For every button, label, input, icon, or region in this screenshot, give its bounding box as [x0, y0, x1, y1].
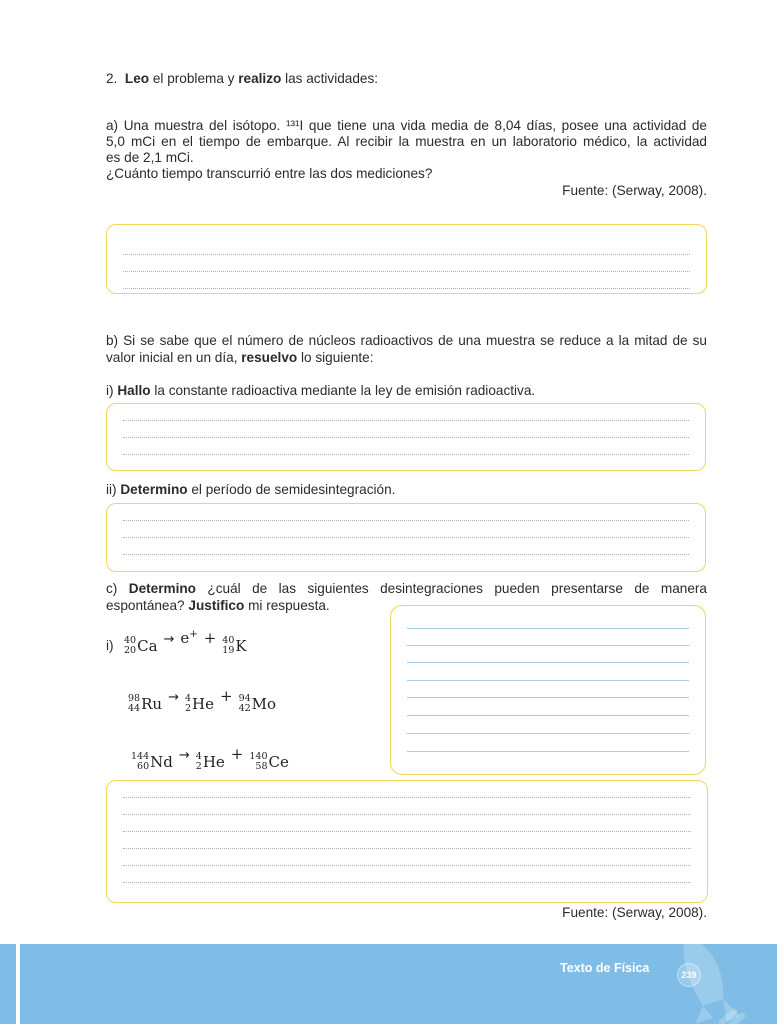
- nuclide-alpha: 4 2 He: [195, 751, 225, 772]
- part-a-line-3: es de 2,1 mCi.: [106, 150, 194, 165]
- writing-line: [123, 537, 689, 538]
- nuclide-product: 140 58 Ce: [249, 751, 289, 772]
- answer-box-c-right[interactable]: [390, 605, 706, 775]
- decay-equation-3: 144 60 Nd → 4 2 He + 140 58 Ce: [131, 745, 289, 772]
- arrow-icon: →: [178, 748, 190, 763]
- nuclide-parent: 144 60 Nd: [131, 751, 173, 772]
- part-b-i: i) Hallo la constante radioactiva mediante la ley de emisión radioactiva.: [106, 383, 536, 398]
- page-footer: [0, 944, 777, 1024]
- writing-line: [123, 797, 691, 798]
- decay-equation-1: 40 20 Ca → e+ + 40 19 K: [124, 629, 247, 656]
- nuclide-product: 94 42 Mo: [238, 693, 277, 714]
- writing-line: [407, 715, 689, 716]
- writing-line: [123, 814, 691, 815]
- writing-line: [123, 254, 690, 255]
- part-b-ii: ii) Determino el período de semidesintegración.: [106, 482, 396, 497]
- determino-keyword: Determino: [120, 482, 188, 497]
- hallo-keyword: Hallo: [117, 383, 151, 398]
- footer-book-title: Texto de Física: [560, 961, 650, 975]
- writing-line: [123, 288, 690, 289]
- answer-box-b-ii[interactable]: [106, 503, 706, 572]
- writing-line: [123, 454, 689, 455]
- writing-line: [123, 420, 689, 421]
- writing-line: [123, 882, 691, 883]
- writing-line: [407, 645, 689, 646]
- writing-line: [407, 751, 689, 752]
- footer-edge: [16, 944, 20, 1024]
- decay-equation-2: 98 44 Ru → 4 2 He + 94 42 Mo: [128, 687, 277, 714]
- writing-line: [123, 865, 691, 866]
- answer-box-c-bottom[interactable]: [106, 780, 708, 903]
- writing-line: [407, 680, 689, 681]
- part-a-line-1: a) Una muestra del isótopo. ¹³¹I que tiene una vida media de 8,04 días, posee una actividad de: [106, 118, 707, 133]
- writing-line: [123, 437, 689, 438]
- arrow-icon: →: [163, 632, 175, 647]
- writing-line: [407, 697, 689, 698]
- rocket-icon: [655, 944, 765, 1024]
- part-a-line-2: 5,0 mCi en el tiempo de embarque. Al recibir la muestra en un laboratorio médico, la actividad: [106, 134, 707, 149]
- positron: e+: [180, 629, 198, 647]
- writing-line: [123, 520, 689, 521]
- justifico-keyword: Justifico: [188, 598, 245, 613]
- part-a-question: ¿Cuánto tiempo transcurrió entre las dos mediciones?: [106, 166, 433, 181]
- nuclide-parent: 40 20 Ca: [124, 635, 158, 656]
- part-c-line-1: c) Determino ¿cuál de las siguientes desintegraciones pueden presentarse de manera: [106, 581, 707, 596]
- part-c-source: Fuente: (Serway, 2008).: [562, 905, 707, 920]
- question-number: 2.: [106, 71, 118, 86]
- nuclide-parent: 98 44 Ru: [128, 693, 163, 714]
- resuelvo-keyword: resuelvo: [241, 350, 298, 365]
- item-label-i: i): [106, 638, 114, 653]
- writing-line: [407, 662, 689, 663]
- writing-line: [123, 848, 691, 849]
- arrow-icon: →: [168, 690, 179, 705]
- answer-box-a[interactable]: [106, 224, 707, 294]
- part-a-source: Fuente: (Serway, 2008).: [562, 183, 707, 198]
- part-b-line-2: valor inicial en un día, resuelvo lo siguiente:: [106, 350, 374, 365]
- nuclide-product: 40 19 K: [222, 635, 247, 656]
- page-number: 239: [677, 963, 701, 987]
- writing-line: [123, 271, 690, 272]
- part-c-line-2: espontánea? Justifico mi respuesta.: [106, 598, 330, 613]
- question-2-heading: 2. Leo el problema y realizo las actividades:: [106, 71, 379, 86]
- realizo-keyword: realizo: [238, 71, 282, 86]
- nuclide-alpha: 4 2 He: [184, 693, 214, 714]
- writing-line: [407, 628, 689, 629]
- writing-line: [123, 831, 691, 832]
- writing-line: [123, 554, 689, 555]
- part-b-line-1: b) Si se sabe que el número de núcleos radioactivos de una muestra se reduce a la mitad de su: [106, 333, 707, 348]
- leo-keyword: Leo: [124, 71, 150, 86]
- determino-keyword-c: Determino: [128, 581, 196, 596]
- writing-line: [407, 733, 689, 734]
- answer-box-b-i[interactable]: [106, 403, 706, 471]
